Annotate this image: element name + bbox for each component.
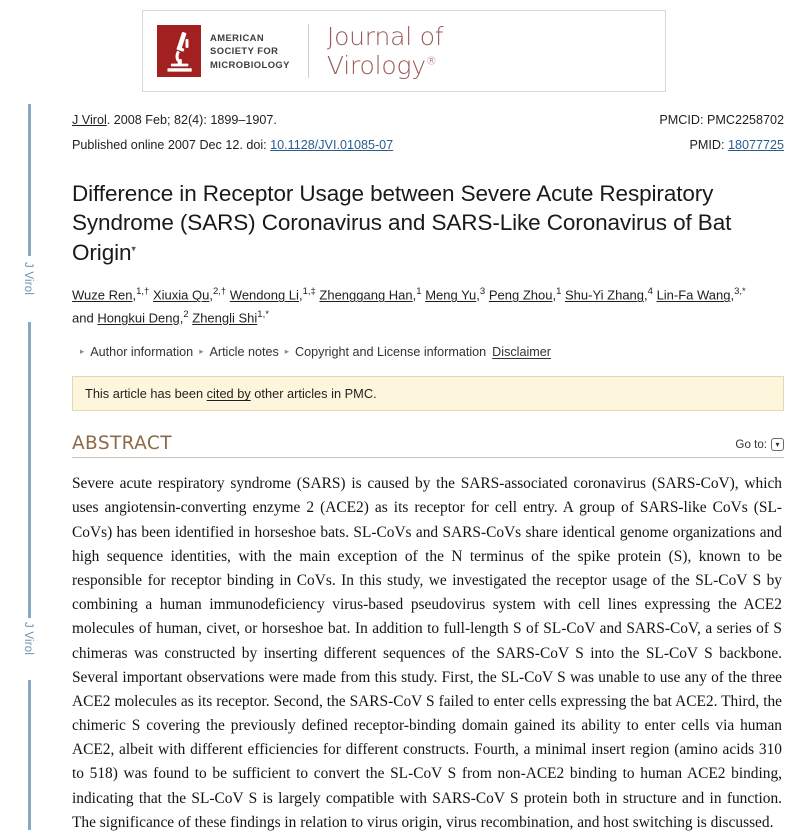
author-name[interactable]: Xiuxia Qu (152, 287, 210, 303)
author-list (72, 284, 752, 329)
pmid-link[interactable]: 18077725 (727, 137, 784, 152)
registered-mark: ® (425, 54, 437, 68)
author-affiliation-marker[interactable]: 4 (647, 285, 653, 297)
author-affiliation-marker[interactable]: 3 (479, 285, 486, 297)
published-prefix: Published online 2007 Dec 12. doi: (72, 137, 271, 152)
abstract-text: Severe acute respiratory syndrome (SARS) is caused by the SARS-associated coronavirus (SARS-CoV), which uses angiotensin-converting enzyme 2 (ACE2) as its receptor for cell entry. A group of SARS-like CoVs (SL-CoVs) has been identified in horseshoe bats. SL-CoVs and SARS-CoVs share identical genome organizations and high sequence identities, with the main exception of the N terminus of the spike protein (S), known to be responsible for receptor binding in CoVs. In this study, we investigated the receptor usage of the SL-CoV S by combining a human immunodeficiency virus-based pseudovirus system with cell lines expressing the ACE2 molecules of human, civet, or horseshoe bat. In addition to full-length S of SL-CoV and SARS-CoV, a series of S chimeras was constructed by inserting different sequences of the SARS-CoV S into the SL-CoV S backbone. Several important observations were made from this study. First, the SL-CoV S was unable to use any of the three ACE2 molecules as its receptor. Second, the SARS-CoV S failed to enter cells expressing the bat ACE2. Third, the chimeric S covering the previously defined receptor-binding domain gained its ability to enter cells via human ACE2, albeit with different efficiencies for different constructs. Fourth, a minimal insert region (amino acids 310 to 518) was found to be sufficient to convert the SL-CoV S from non-ACE2 binding to human ACE2 binding, indicating that the SL-CoV S is largely compatible with SARS-CoV S protein both in structure and in function. The significance of these findings in relation to virus origin, virus recombination, and host switching is discussed. (72, 475, 782, 831)
article-meta-links (80, 345, 784, 359)
article-notes-link[interactable]: Article notes (209, 345, 279, 360)
author-separator: , (644, 287, 648, 303)
author-name[interactable]: Shu-Yi Zhang (565, 287, 645, 303)
cited-by-notice (72, 376, 784, 411)
author-affiliation-marker[interactable]: 1 (556, 285, 562, 297)
citation-row-1 (72, 108, 784, 133)
author-separator: , (209, 287, 213, 303)
title-footnote-marker[interactable]: ▾ (131, 243, 136, 254)
section-heading: ABSTRACT (72, 433, 172, 455)
asm-line-3: MICROBIOLOGY (210, 58, 290, 70)
author-name[interactable]: Hongkui Deng (97, 309, 180, 325)
author-name[interactable]: Peng Zhou (488, 287, 553, 303)
rail-line-segment (28, 680, 31, 830)
disclaimer-link[interactable]: Disclaimer (492, 345, 551, 360)
notice-suffix: other articles in PMC. (250, 386, 377, 402)
pmid-row (689, 133, 784, 158)
author-separator: , (730, 287, 735, 303)
journal-citation (72, 108, 277, 133)
rail-journal-label-bottom: J Virol (22, 622, 34, 656)
author-name[interactable]: Wuze Ren (72, 287, 133, 303)
author-affiliation-marker[interactable]: 1 (416, 285, 422, 297)
pmid-label: PMID: (689, 137, 728, 152)
pmcid-row (659, 108, 784, 133)
copyright-link[interactable]: Copyright and License information (295, 345, 487, 360)
author-affiliation-marker[interactable]: 1,‡ (302, 285, 316, 297)
author-separator: , (132, 287, 137, 303)
abstract-section-header (72, 433, 784, 458)
goto-control[interactable] (735, 438, 784, 454)
author-separator: , (552, 287, 557, 303)
page-title (72, 179, 732, 267)
author-name[interactable]: Wendong Li (229, 287, 299, 303)
author-name[interactable]: Lin-Fa Wang (656, 287, 731, 303)
rail-line-segment (28, 104, 31, 256)
microscope-icon (157, 25, 201, 77)
triangle-icon: ▸ (199, 345, 204, 356)
asm-line-1: AMERICAN (210, 31, 265, 43)
pmcid-value: PMC2258702 (706, 113, 784, 127)
author-conjunction: and (72, 309, 98, 325)
page-title-text: Difference in Receptor Usage between Severe Acute Respiratory Syndrome (SARS) Coronavirus and SARS-Like Coronavirus of Bat Origin (72, 181, 732, 265)
rail-journal-label-top: J Virol (22, 262, 34, 296)
published-online (72, 133, 393, 158)
journal-title-logo (327, 22, 444, 81)
author-separator: , (179, 309, 184, 325)
author-name[interactable]: Meng Yu (425, 287, 477, 303)
pmcid-label: PMCID: (659, 113, 707, 127)
triangle-icon: ▸ (284, 345, 290, 356)
cited-by-link[interactable]: cited by (206, 386, 251, 402)
author-affiliation-marker[interactable]: 2,† (212, 285, 227, 297)
doi-link[interactable]: 10.1128/JVI.01085-07 (270, 137, 394, 152)
journal-banner[interactable] (142, 10, 666, 92)
article-content (56, 0, 800, 836)
triangle-icon: ▸ (80, 345, 85, 356)
author-affiliation-marker[interactable]: 3,* (734, 285, 746, 297)
author-information-link[interactable]: Author information (90, 345, 194, 360)
journal-logo-line-2: Virology® (326, 51, 437, 80)
rail-line-segment (28, 322, 31, 618)
author-separator: , (476, 287, 480, 303)
author-affiliation-marker[interactable]: 1,† (136, 285, 150, 297)
author-name[interactable]: Zhenggang Han (319, 287, 413, 303)
asm-line-2: SOCIETY FOR (210, 45, 279, 57)
goto-label: Go to: (735, 438, 767, 452)
journal-abbrev-link[interactable]: J Virol (72, 113, 107, 127)
chevron-down-icon[interactable]: ▾ (771, 438, 784, 451)
author-name[interactable]: Zhengli Shi (192, 309, 258, 325)
banner-divider (308, 24, 309, 78)
author-affiliation-marker[interactable]: 1,* (257, 308, 269, 320)
journal-logo-line-1: Journal of (326, 21, 444, 51)
citation-block (72, 108, 784, 157)
left-rail (0, 0, 56, 836)
author-separator: , (412, 287, 417, 303)
author-affiliation-marker[interactable]: 2 (183, 308, 189, 320)
issue-info: . 2008 Feb; 82(4): 1899–1907. (106, 113, 277, 127)
citation-row-2 (72, 133, 784, 158)
asm-wordmark (210, 31, 290, 71)
author-separator: , (298, 287, 303, 303)
notice-prefix: This article has been (85, 386, 207, 402)
asm-logo (157, 25, 306, 77)
